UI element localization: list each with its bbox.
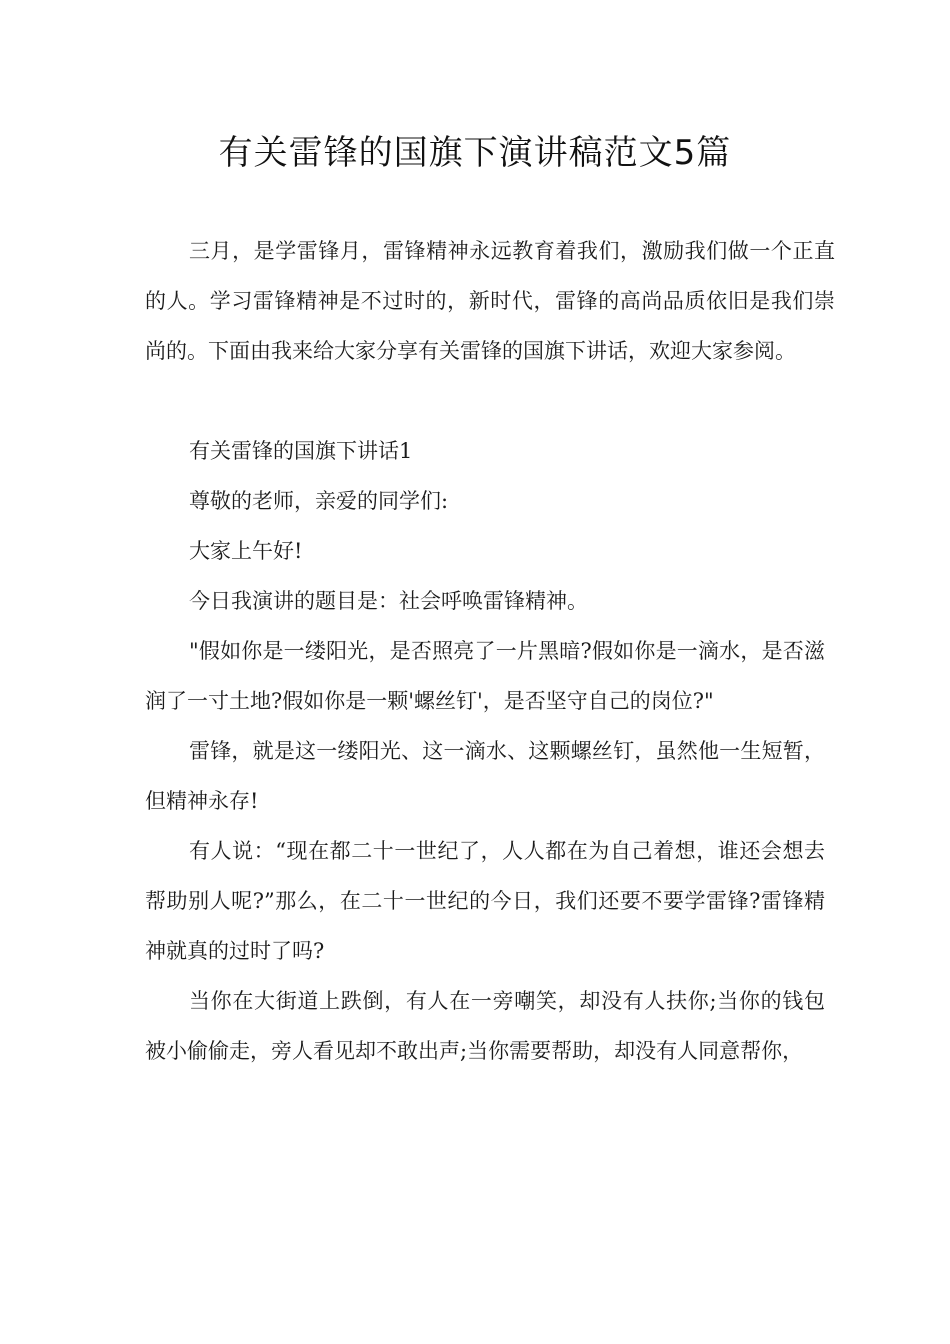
body-paragraph: 尊敬的老师，亲爱的同学们:	[189, 489, 449, 513]
section-heading: 有关雷锋的国旗下讲话1	[189, 439, 413, 463]
body-paragraph: 大家上午好!	[189, 539, 303, 563]
body-paragraph: 今日我演讲的题目是：社会呼唤雷锋精神。	[189, 589, 588, 613]
body-paragraph: "假如你是一缕阳光，是否照亮了一片黑暗?假如你是一滴水，是否滋润了一寸土地?假如你是一颗'螺丝钉'，是否坚守自己的岗位?"	[145, 639, 825, 713]
intro-paragraph: 三月，是学雷锋月，雷锋精神永远教育着我们，激励我们做一个正直的人。学习雷锋精神是不过时的，新时代，雷锋的高尚品质依旧是我们崇尚的。下面由我来给大家分享有关雷锋的国旗下讲话，欢迎大家参阅。	[145, 239, 835, 363]
body-paragraph: 当你在大街道上跌倒，有人在一旁嘲笑，却没有人扶你;当你的钱包被小偷偷走，旁人看见却不敢出声;当你需要帮助，却没有人同意帮你，	[145, 989, 825, 1063]
body-paragraph: 雷锋，就是这一缕阳光、这一滴水、这颗螺丝钉，虽然他一生短暂，但精神永存!	[145, 739, 825, 813]
body-paragraph: 有人说：“现在都二十一世纪了，人人都在为自己着想，谁还会想去帮助别人呢?”那么，在二十一世纪的今日，我们还要不要学雷锋?雷锋精神就真的过时了吗?	[145, 839, 825, 963]
document-title: 有关雷锋的国旗下演讲稿范文5篇	[218, 133, 732, 173]
document-body	[145, 226, 835, 1076]
